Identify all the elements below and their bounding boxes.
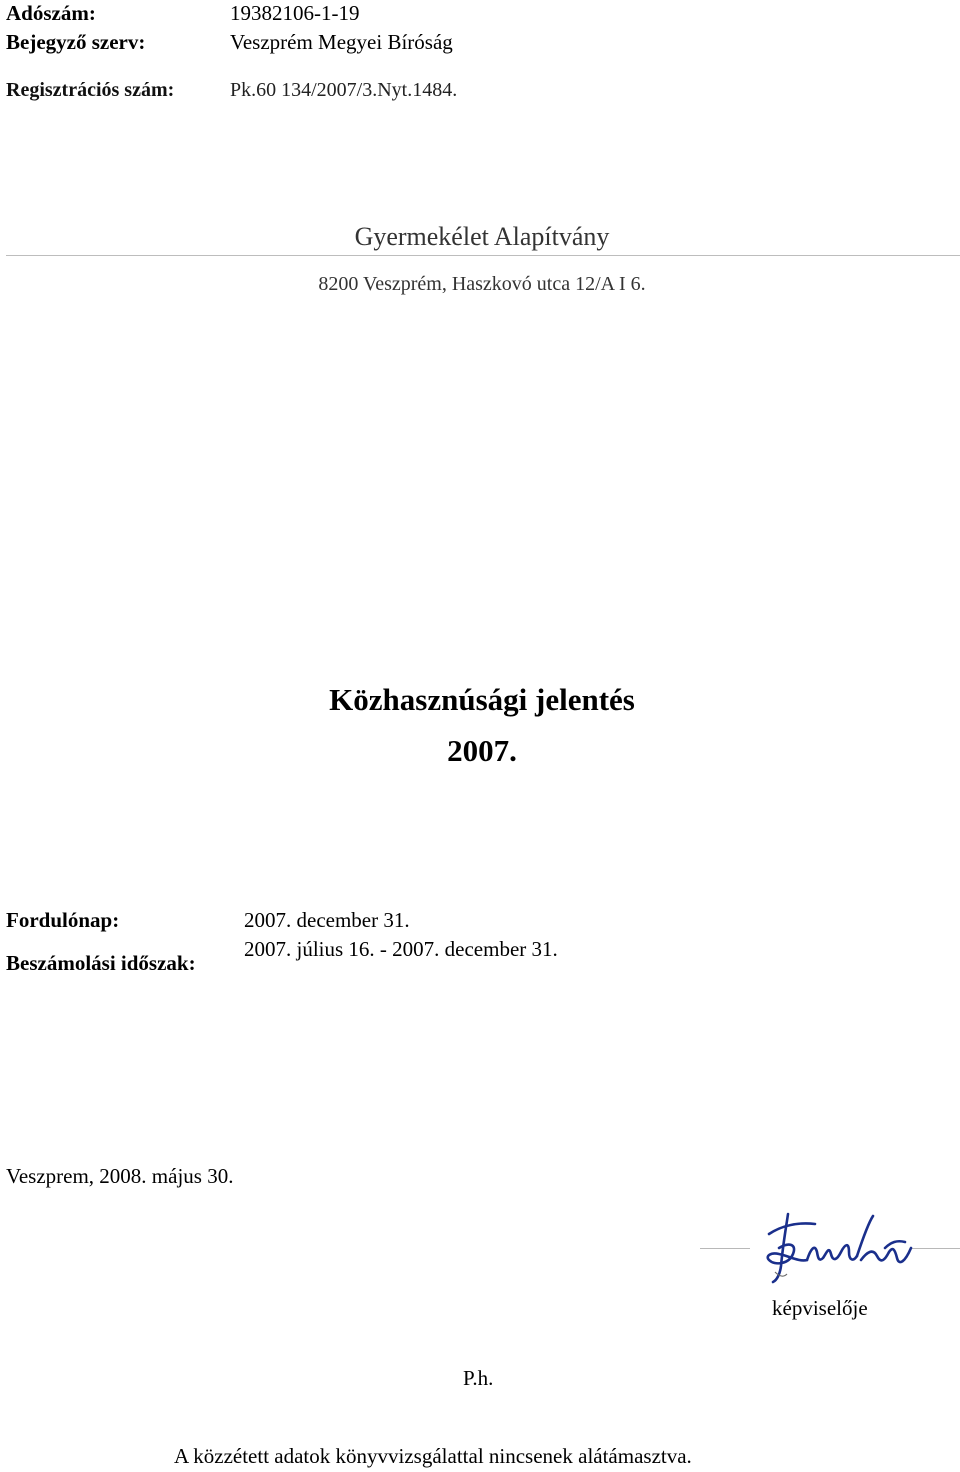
place-date: Veszprem, 2008. május 30. <box>6 1164 234 1188</box>
footer-note: A közzétett adatok könyvvizsgálattal nincsenek alátámasztva. <box>174 1444 692 1468</box>
registration-value: Pk.60 134/2007/3.Nyt.1484. <box>230 79 458 101</box>
closing-date-label: Fordulónap: <box>6 908 120 932</box>
organization-divider <box>6 255 960 256</box>
organization-address: 8200 Veszprém, Haszkovó utca 12/A I 6. <box>318 273 646 295</box>
closing-date-value: 2007. december 31. <box>244 908 410 932</box>
registry-value: Veszprém Megyei Bíróság <box>230 30 453 54</box>
registry-label: Bejegyző szerv: <box>6 30 146 54</box>
stamp-placeholder: P.h. <box>463 1366 494 1390</box>
report-title: Közhasznúsági jelentés <box>329 682 635 717</box>
signature-caption: képviselője <box>772 1296 868 1320</box>
handwritten-signature <box>755 1208 917 1288</box>
signature-line-left <box>700 1248 750 1249</box>
report-year: 2007. <box>447 733 517 768</box>
period-label: Beszámolási időszak: <box>6 951 196 975</box>
period-value: 2007. július 16. - 2007. december 31. <box>244 937 558 961</box>
signature-line-right <box>912 1248 960 1249</box>
tax-number-value: 19382106-1-19 <box>230 1 360 25</box>
registration-label: Regisztrációs szám: <box>6 79 175 101</box>
organization-name: Gyermekélet Alapítvány <box>354 222 610 251</box>
tax-number-label: Adószám: <box>6 1 96 25</box>
